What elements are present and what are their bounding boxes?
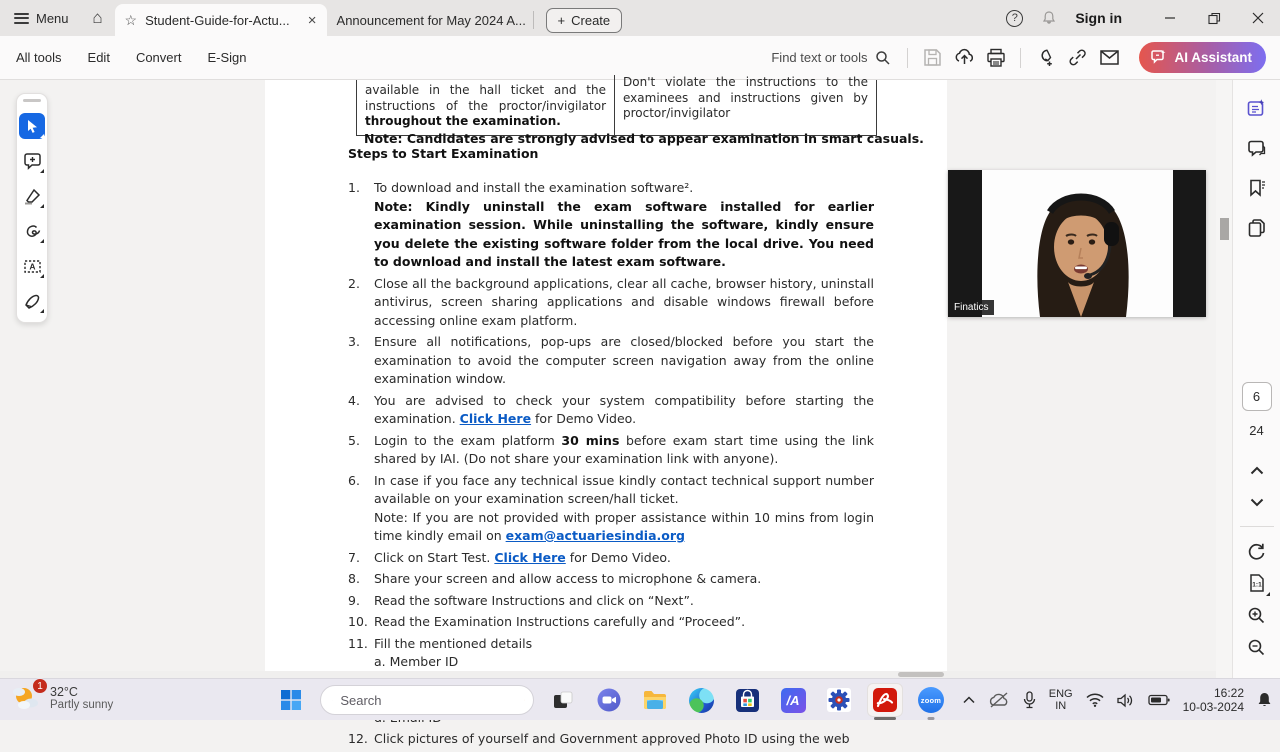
panel-drag-handle[interactable] [23, 99, 41, 102]
doc-list [348, 179, 878, 752]
weather-condition-label: Partly sunny [50, 699, 113, 711]
clock[interactable] [1183, 686, 1244, 714]
folder-icon [642, 687, 668, 713]
fill-sign-button[interactable] [19, 288, 45, 314]
email-button[interactable] [1093, 42, 1125, 74]
list-number: 12. [348, 730, 374, 749]
edge-icon [689, 688, 714, 713]
zoom-out-icon [1247, 638, 1266, 657]
scrollbar-thumb[interactable] [898, 672, 944, 677]
home-button[interactable] [81, 0, 115, 36]
doc-paragraph: Note: If you are not provided with proper assistance within 10 mins from login time kindly email on exam@actuariesindia.org [374, 509, 874, 546]
doc-hyperlink[interactable]: Click Here [494, 550, 565, 565]
hidden-icons-chevron[interactable] [963, 696, 975, 704]
create-label: Create [571, 13, 610, 28]
doc-list-item [348, 592, 878, 611]
document-viewer [0, 80, 1232, 678]
video-pillarbox-left [948, 170, 982, 317]
esign-menu[interactable]: E-Sign [207, 50, 246, 65]
fill-sign-pen-icon [23, 292, 42, 311]
doc-paragraph: Fill the mentioned details [374, 635, 874, 654]
ai-summary-button[interactable] [1241, 92, 1273, 124]
ai-summary-icon [1246, 98, 1267, 119]
tab-separator [533, 11, 534, 29]
plus-icon: + [558, 13, 566, 28]
doc-paragraph: You are advised to check your system compatibility before starting the examination. Click Here for Demo Video. [374, 392, 874, 429]
request-signature-icon [1035, 47, 1056, 68]
minimize-button[interactable] [1148, 0, 1192, 36]
toolbar [0, 36, 1280, 80]
doc-paragraph: Click pictures of yourself and Government approved Photo ID using the web [374, 730, 874, 749]
tab-announcement[interactable] [327, 4, 527, 36]
task-view-icon [552, 689, 575, 712]
zoom-in-icon [1247, 606, 1266, 625]
doc-paragraph: a. Member ID [374, 653, 874, 672]
edit-menu[interactable]: Edit [88, 50, 110, 65]
draw-squiggle-icon [23, 222, 42, 241]
battery-icon[interactable] [1148, 694, 1170, 706]
home-icon: ⌂ [92, 8, 102, 28]
tab-label: Announcement for May 2024 A... [337, 13, 526, 28]
search-icon [875, 50, 891, 66]
list-number: 7. [348, 549, 374, 568]
list-number: 1. [348, 179, 374, 272]
list-number: 10. [348, 613, 374, 632]
sign-in-button[interactable]: Sign in [1075, 10, 1122, 26]
chat-video-icon [596, 687, 622, 713]
hamburger-icon [14, 13, 29, 24]
doc-paragraph: Read the Examination Instructions carefully and “Proceed”. [374, 613, 874, 632]
chevron-down-icon [1250, 498, 1264, 507]
zoom-out-button[interactable] [1241, 631, 1273, 663]
save-icon [923, 48, 942, 67]
select-tool-button[interactable] [19, 113, 45, 139]
teams-chat-button[interactable] [592, 684, 626, 716]
panel-divider [1240, 526, 1274, 527]
ai-assistant-button[interactable] [1139, 42, 1266, 73]
select-text-box-button[interactable] [19, 253, 45, 279]
restore-button[interactable] [1192, 0, 1236, 36]
app-slash-a-button[interactable] [776, 684, 810, 716]
mail-icon [1099, 47, 1120, 68]
menu-label: Menu [36, 11, 69, 26]
list-number: 5. [348, 432, 374, 469]
get-link-button[interactable] [1061, 42, 1093, 74]
doc-paragraph: Read the software Instructions and click on “Next”. [374, 592, 874, 611]
doc-paragraph: Click on Start Test. Click Here for Demo Video. [374, 549, 874, 568]
help-button[interactable]: ? [1006, 10, 1023, 27]
doc-paragraph: Login to the exam platform 30 mins before exam start time using the link shared by IAI. (Do not share your examination link with anyone). [374, 432, 874, 469]
total-pages-label: 24 [1249, 423, 1263, 438]
highlight-tool-button[interactable] [19, 183, 45, 209]
pages-icon [1247, 218, 1267, 238]
start-button[interactable] [274, 684, 308, 716]
previous-page-button[interactable] [1241, 454, 1273, 486]
webcam-overlay[interactable] [948, 170, 1206, 317]
running-indicator [874, 717, 896, 720]
doc-hyperlink[interactable]: Click Here [460, 411, 531, 426]
doc-list-item [348, 570, 878, 589]
doc-paragraph: Close all the background applications, clear all cache, browser history, uninstall antivirus, screen sharing applications and disable windows firewall before accessing online exam platform. [374, 275, 874, 331]
list-number: 3. [348, 333, 374, 389]
search-highlight-creature-icon [524, 688, 525, 712]
participant-name-label: Finatics [948, 300, 994, 315]
webcam-video [982, 170, 1173, 317]
doc-list-item [348, 333, 878, 389]
page-thumbnails-button[interactable] [1241, 212, 1273, 244]
cloud-upload-icon [954, 47, 975, 68]
save-button[interactable] [916, 42, 948, 74]
microphone-icon[interactable] [1023, 691, 1036, 709]
vertical-scrollbar[interactable] [1216, 80, 1232, 678]
settings-button[interactable] [822, 684, 856, 716]
request-signature-button[interactable] [1029, 42, 1061, 74]
scrollbar-thumb[interactable] [1220, 218, 1229, 240]
convert-menu[interactable]: Convert [136, 50, 182, 65]
title-bar [0, 0, 1280, 36]
tab-close-icon[interactable]: × [308, 12, 317, 29]
doc-list-item [348, 432, 878, 469]
find-text-button[interactable] [771, 50, 891, 66]
find-label: Find text or tools [771, 50, 867, 65]
doc-paragraph: In case if you face any technical issue kindly contact technical support number available on your examination screen/hall ticket. [374, 472, 874, 509]
acrobat-app-button[interactable] [868, 684, 902, 716]
temperature-label: 32°C [50, 685, 113, 699]
menu-button[interactable] [0, 0, 81, 36]
zoom-icon: zoom [918, 687, 944, 713]
language-switcher[interactable]: ENG IN [1049, 688, 1073, 712]
bookmark-icon [1247, 178, 1267, 198]
doc-hyperlink[interactable]: exam@actuariesindia.org [506, 528, 685, 543]
video-pillarbox-right [1173, 170, 1206, 317]
doc-list-item [348, 613, 878, 632]
zoom-in-button[interactable] [1241, 599, 1273, 631]
pdf-page[interactable] [265, 80, 947, 672]
star-icon[interactable]: ☆ [125, 12, 138, 29]
highlighter-icon [23, 187, 42, 206]
add-comment-button[interactable] [19, 148, 45, 174]
bookmarks-panel-button[interactable] [1241, 172, 1273, 204]
current-page-input[interactable]: 6 [1242, 382, 1272, 411]
smart-casuals-note: Note: Candidates are strongly advised to appear examination in smart casuals. [364, 131, 924, 146]
comments-panel-button[interactable] [1241, 132, 1273, 164]
date-label: 10-03-2024 [1183, 700, 1244, 714]
toolbar-divider [1020, 48, 1021, 68]
notification-bell-icon[interactable] [1257, 692, 1272, 708]
doc-paragraph: Ensure all notifications, pop-ups are closed/blocked before you start the examination to avoid the computer screen navigation away from the online examination window. [374, 333, 874, 389]
doc-heading: Steps to Start Examination [348, 146, 538, 161]
instructions-table [356, 80, 877, 136]
taskbar-search[interactable] [320, 685, 534, 715]
windows-logo-icon [279, 688, 303, 712]
taskbar [0, 678, 1280, 720]
chevron-up-icon [1250, 466, 1264, 475]
comments-icon [1246, 138, 1267, 159]
next-page-button[interactable] [1241, 486, 1273, 518]
gear-icon [826, 687, 852, 713]
doc-list-item [348, 472, 878, 546]
doc-paragraph: Note: Kindly uninstall the exam software installed for earlier examination session. While uninstalling the software, kindly ensure you delete the existing software folder from the local drive. You need to download and install the latest exam software. [374, 198, 874, 272]
svg-text:1:1: 1:1 [1252, 582, 1262, 589]
doc-paragraph: To download and install the examination software². [374, 179, 874, 198]
task-view-button[interactable] [546, 684, 580, 716]
list-number: 11. [348, 635, 374, 728]
onedrive-paused-icon[interactable] [988, 692, 1010, 708]
edge-browser-button[interactable] [684, 684, 718, 716]
share-upload-button[interactable] [948, 42, 980, 74]
list-number: 8. [348, 570, 374, 589]
file-explorer-button[interactable] [638, 684, 672, 716]
acrobat-icon [872, 687, 898, 713]
doc-list-item [348, 179, 878, 272]
wifi-icon[interactable] [1086, 693, 1104, 707]
time-label: 16:22 [1183, 686, 1244, 700]
doc-list-item [348, 549, 878, 568]
actual-size-button[interactable] [1241, 567, 1273, 599]
comment-plus-icon [23, 152, 42, 171]
list-number: 2. [348, 275, 374, 331]
app-slash-a-icon: /A [781, 688, 806, 713]
right-side-panel [1232, 80, 1280, 678]
headset-earcup [1104, 222, 1119, 246]
toolbar-divider [907, 48, 908, 68]
notification-badge: 1 [32, 678, 48, 694]
tab-student-guide[interactable] [115, 4, 327, 36]
horizontal-scrollbar[interactable] [0, 671, 1216, 678]
rotate-page-button[interactable] [1241, 535, 1273, 567]
text-box-icon [23, 257, 42, 276]
create-button[interactable] [546, 8, 623, 33]
store-icon [735, 688, 760, 713]
actual-size-icon [1248, 573, 1266, 593]
print-button[interactable] [980, 42, 1012, 74]
doc-paragraph: Share your screen and allow access to microphone & camera. [374, 570, 874, 589]
all-tools-menu[interactable]: All tools [16, 50, 62, 65]
notifications-bell-icon[interactable] [1041, 10, 1057, 26]
link-icon [1067, 47, 1088, 68]
volume-icon[interactable] [1117, 693, 1135, 708]
table-cell-left: available in the hall ticket and the instructions of the proctor/invigilator throughout the examination. [357, 80, 614, 135]
list-number: 6. [348, 472, 374, 546]
weather-widget[interactable] [10, 682, 113, 714]
ai-assistant-label: AI Assistant [1174, 50, 1252, 65]
close-window-button[interactable] [1236, 0, 1280, 36]
doc-list-item [348, 392, 878, 429]
table-cell-right: Don't violate the instructions to the examinees and instructions given by proctor/invigilator [614, 75, 876, 135]
tab-label: Student-Guide-for-Actu... [145, 13, 300, 28]
list-number: 9. [348, 592, 374, 611]
svg-text:A: A [29, 261, 35, 271]
search-input[interactable] [340, 693, 516, 708]
draw-tool-button[interactable] [19, 218, 45, 244]
quick-tools-panel [16, 93, 48, 323]
print-icon [986, 48, 1006, 68]
list-number: 4. [348, 392, 374, 429]
doc-list-item [348, 275, 878, 331]
microsoft-store-button[interactable] [730, 684, 764, 716]
cursor-arrow-icon [25, 119, 40, 134]
rotate-icon [1247, 542, 1266, 561]
ai-assistant-icon [1150, 49, 1167, 66]
doc-list-item [348, 730, 878, 749]
zoom-app-button[interactable] [914, 684, 948, 716]
running-indicator [928, 717, 935, 720]
